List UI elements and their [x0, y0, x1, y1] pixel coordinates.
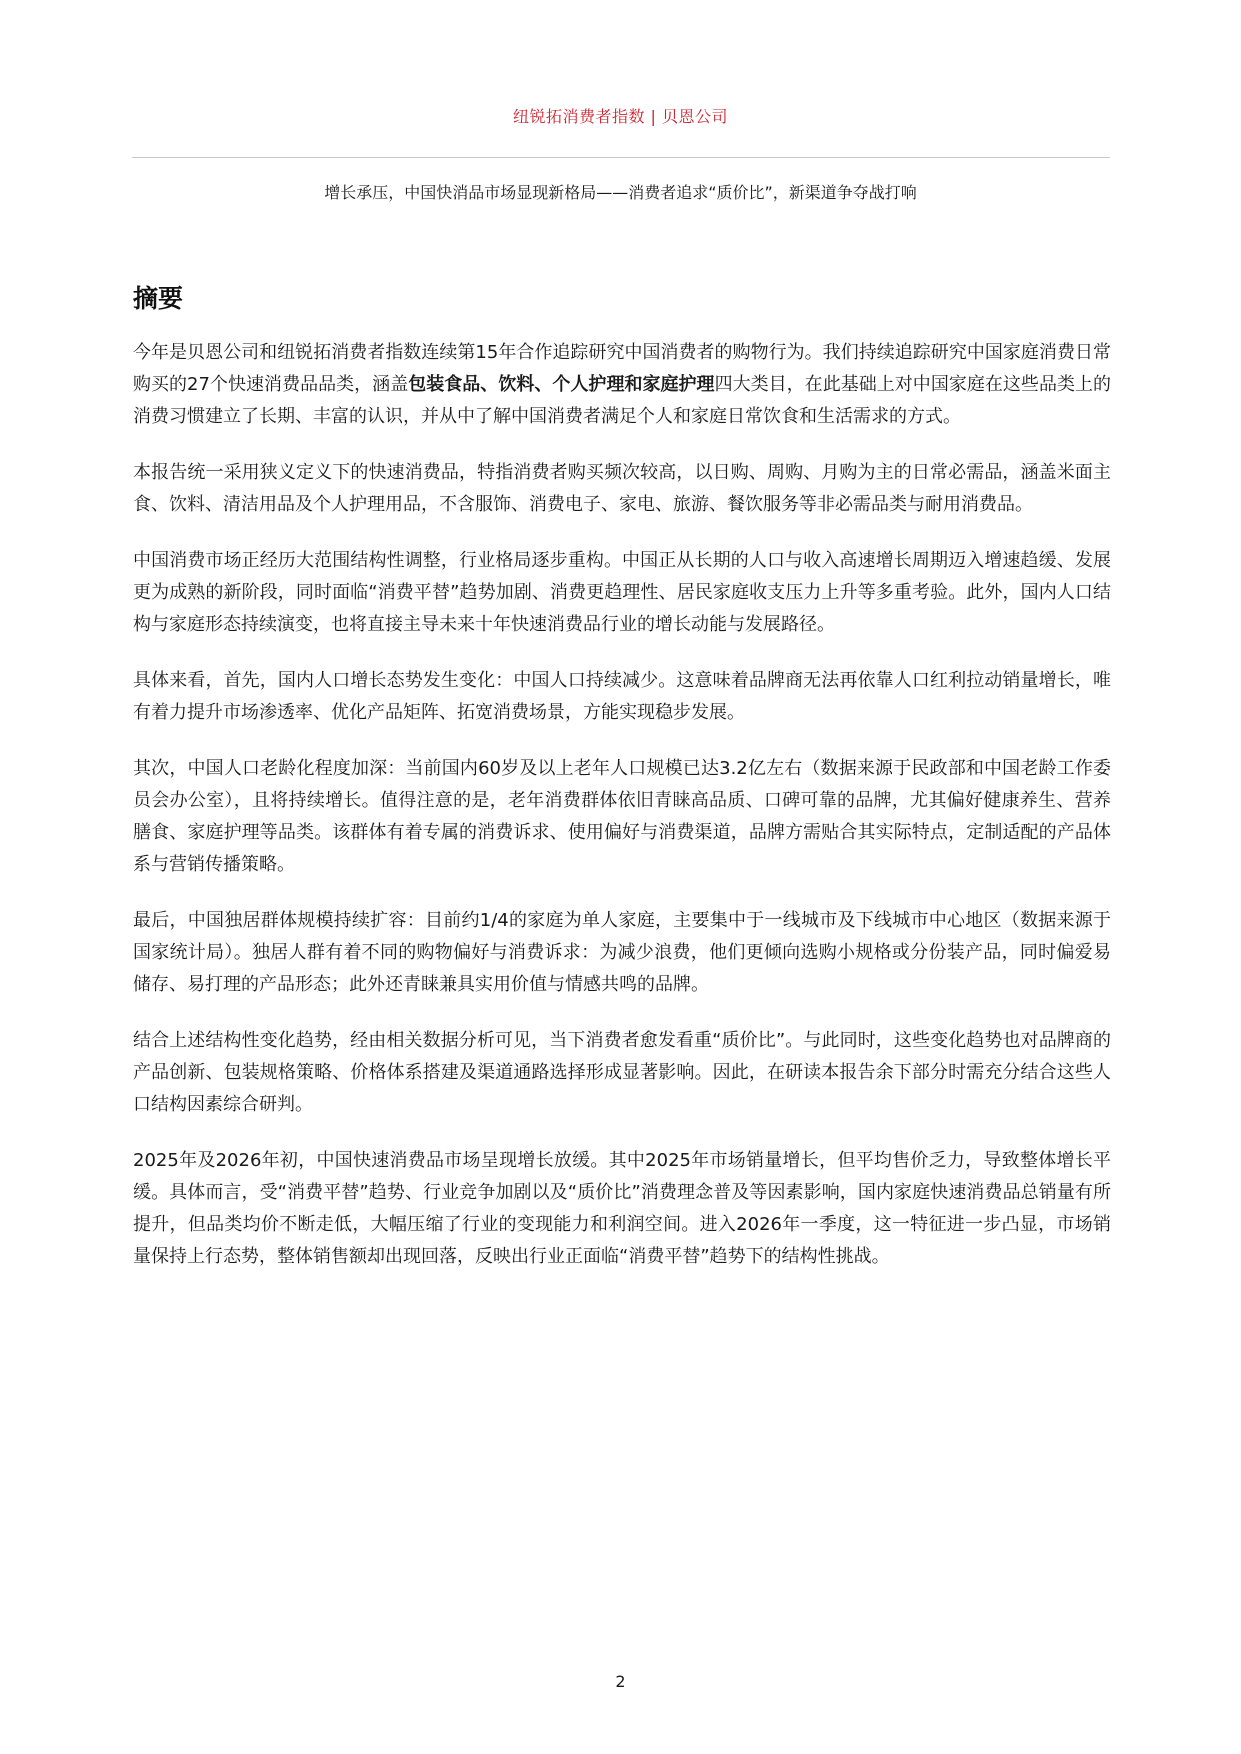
paragraph-population-decline: 具体来看，首先，国内人口增长态势发生变化：中国人口持续减少。这意味着品牌商无法再依靠人口红利拉动销量增长，唯有着力提升市场渗透率、优化产品矩阵、拓宽消费场景，方能实现稳步发展。 [133, 670, 1111, 723]
paragraph-definition: 本报告统一采用狭义定义下的快速消费品，特指消费者购买频次较高，以日购、周购、月购为主的日常必需品，涵盖米面主食、饮料、清洁用品及个人护理用品，不含服饰、消费电子、家电、旅游、餐饮服务等非必需品类与耐用消费品。 [133, 462, 1111, 515]
paragraph-intro-tail: 四大类目，在此基础上对中国家庭在这些品类上的消费习惯建立了长期、丰富的认识，并从中了解中国消费者满足个人和家庭日常饮食和生活需求的方式。 [133, 374, 1112, 427]
report-subtitle: 增长承压，中国快消品市场显现新格局——消费者追求“质价比”，新渠道争夺战打响 [324, 183, 917, 202]
paragraph-intro-categories: 包装食品、饮料、个人护理和家庭护理 [408, 374, 715, 395]
paragraph-intro [133, 337, 1111, 433]
paragraph-value-for-money: 结合上述结构性变化趋势，经由相关数据分析可见，当下消费者愈发看重“质价比”。与此同时，这些变化趋势也对品牌商的产品创新、包装规格策略、价格体系搭建及渠道通路选择形成显著影响。因此，在研读本报告余下部分时需充分结合这些人口结构因素综合研判。 [133, 1030, 1111, 1115]
section-heading: 摘要 [133, 284, 184, 313]
page-number: 2 [615, 1672, 626, 1691]
report-header: 纽锐拓消费者指数 | 贝恩公司 [512, 107, 729, 126]
paragraph-market-growth: 2025年及2026年初，中国快速消费品市场呈现增长放缓。其中2025年市场销量增长，但平均售价乏力，导致整体增长平缓。具体而言，受“消费平替”趋势、行业竞争加剧以及“质价比”消费理念普及等因素影响，国内家庭快速消费品总销量有所提升，但品类均价不断走低，大幅压缩了行业的变现能力和利润空间。进入2026年一季度，这一特征进一步凸显，市场销量保持上行态势，整体销售额却出现回落，反映出行业正面临“消费平替”趋势下的结构性挑战。 [133, 1150, 1111, 1267]
paragraph-single-households: 最后，中国独居群体规模持续扩容：目前约1/4的家庭为单人家庭，主要集中于一线城市及下线城市中心地区（数据来源于国家统计局）。独居人群有着不同的购物偏好与消费诉求：为减少浪费，他们更倾向选购小规格或分份装产品，同时偏爱易储存、易打理的产品形态；此外还青睐兼具实用价值与情感共鸣的品牌。 [133, 910, 1111, 995]
paragraph-intro-lead: 今年是贝恩公司和纽锐拓消费者指数连续第15年合作追踪研究中国消费者的购物行为。我们持续追踪研究中国家庭消费日常购买的27个快速消费品品类，涵盖 [133, 342, 1111, 395]
header-divider [132, 157, 1110, 158]
paragraph-market-adjustment: 中国消费市场正经历大范围结构性调整，行业格局逐步重构。中国正从长期的人口与收入高速增长周期迈入增速趋缓、发展更为成熟的新阶段，同时面临“消费平替”趋势加剧、消费更趋理性、居民家庭收支压力上升等多重考验。此外，国内人口结构与家庭形态持续演变，也将直接主导未来十年快速消费品行业的增长动能与发展路径。 [133, 550, 1111, 635]
paragraph-aging: 其次，中国人口老龄化程度加深：当前国内60岁及以上老年人口规模已达3.2亿左右（数据来源于民政部和中国老龄工作委员会办公室），且将持续增长。值得注意的是，老年消费群体依旧青睐高品质、口碑可靠的品牌，尤其偏好健康养生、营养膳食、家庭护理等品类。该群体有着专属的消费诉求、使用偏好与消费渠道，品牌方需贴合其实际特点，定制适配的产品体系与营销传播策略。 [133, 758, 1111, 875]
summary-body [133, 337, 1111, 1297]
